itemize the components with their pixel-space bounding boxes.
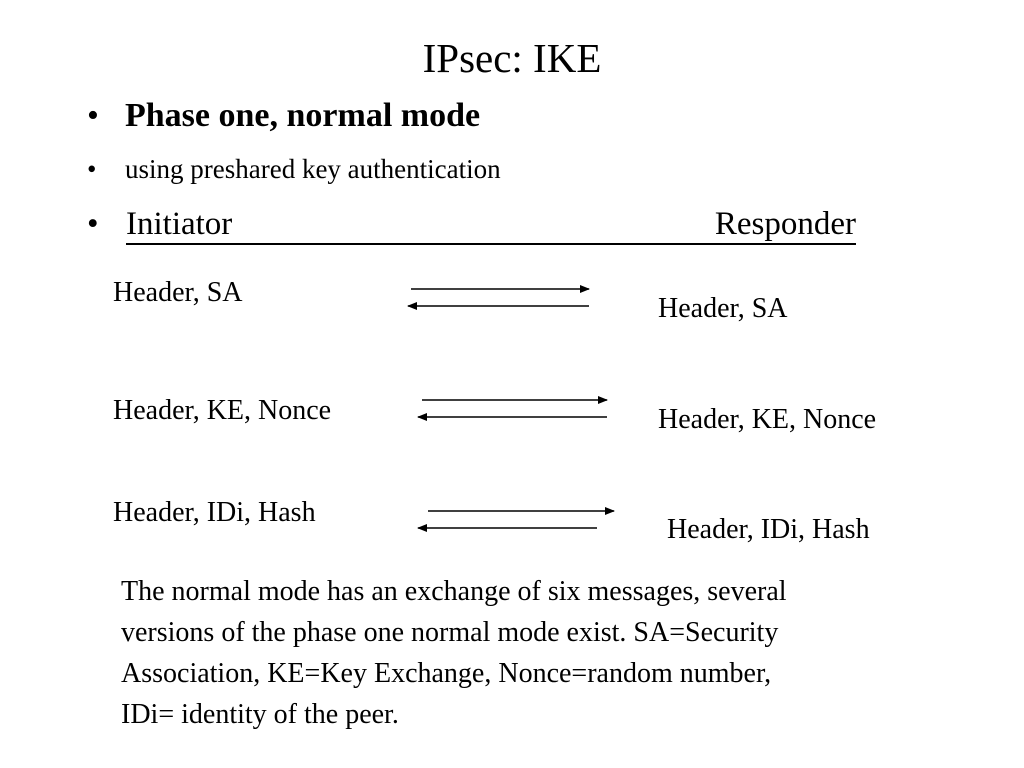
- bullet-dot: •: [87, 97, 99, 134]
- description-line: versions of the phase one normal mode exist. SA=Security: [121, 617, 779, 648]
- bullet-phase-one: [87, 94, 480, 138]
- initiator-message-2: Header, KE, Nonce: [113, 395, 332, 426]
- initiator-message-3: Header, IDi, Hash: [113, 497, 316, 528]
- responder-message-2: Header, KE, Nonce: [658, 404, 877, 435]
- responder-message-3: Header, IDi, Hash: [667, 514, 870, 545]
- initiator-message-1: Header, SA: [113, 277, 243, 308]
- responder-message-1: Header, SA: [658, 293, 788, 324]
- description-line: IDi= identity of the peer.: [121, 699, 399, 730]
- bullet-authentication: [87, 152, 501, 186]
- description-paragraph: [121, 571, 961, 735]
- bullet-text: Phase one, normal mode: [125, 97, 481, 134]
- description-line: The normal mode has an exchange of six messages, several: [121, 576, 787, 607]
- bullet-dot: •: [87, 154, 97, 184]
- bullet-dot: •: [87, 206, 99, 242]
- bullet-parties: [87, 204, 125, 244]
- initiator-label: Initiator: [126, 206, 233, 242]
- bullet-text: using preshared key authentication: [125, 154, 501, 184]
- responder-label: Responder: [714, 206, 856, 242]
- description-line: Association, KE=Key Exchange, Nonce=random number,: [121, 658, 772, 689]
- slide-title: IPsec: IKE: [422, 35, 602, 81]
